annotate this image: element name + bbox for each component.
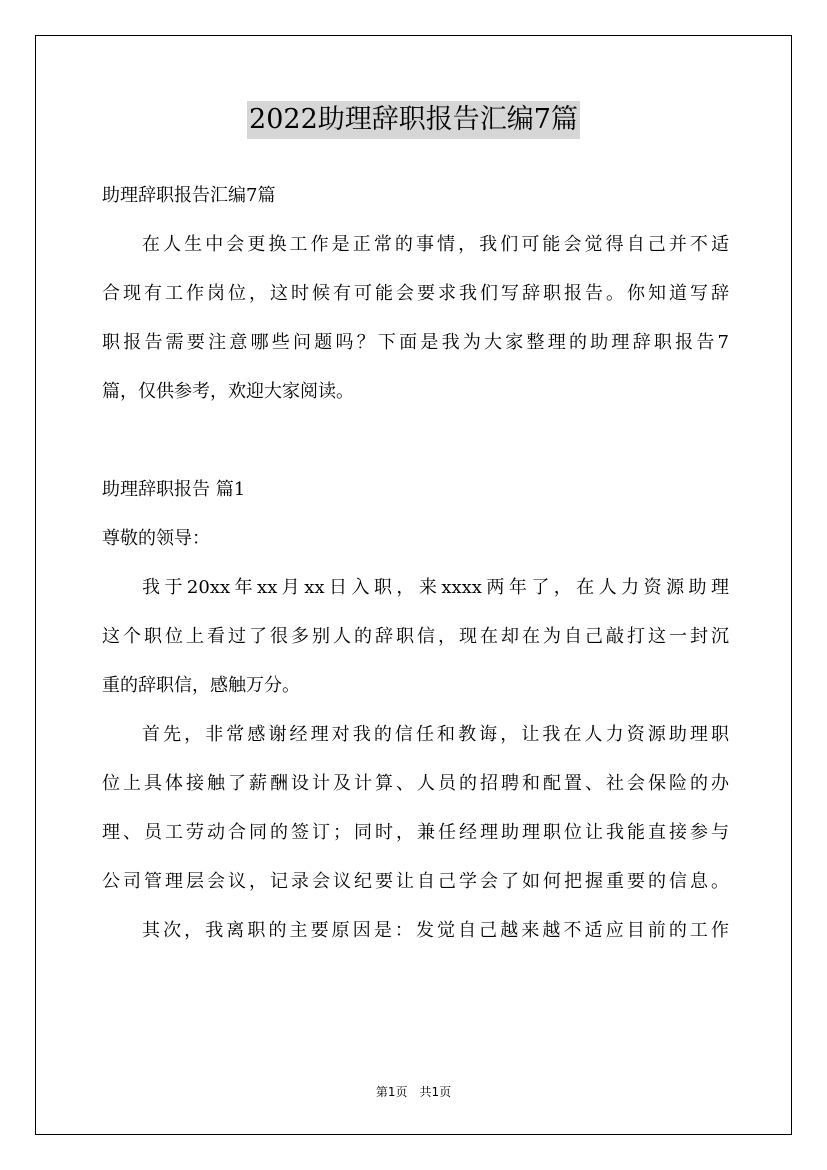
intro-line: 合现有工作岗位，这时候有可能会要求我们写辞职报告。你知道写辞 <box>102 283 729 304</box>
intro-line: 在人生中会更换工作是正常的事情，我们可能会觉得自己并不适 <box>142 234 729 255</box>
intro-line: 篇，仅供参考，欢迎大家阅读。 <box>102 381 354 402</box>
paragraph2-line: 理、员工劳动合同的签订；同时，兼任经理助理职位让我能直接参与 <box>102 822 729 843</box>
paragraph3-line: 其次，我离职的主要原因是：发觉自己越来越不适应目前的工作 <box>142 920 729 941</box>
subtitle: 助理辞职报告汇编7篇 <box>102 185 276 206</box>
section-heading: 助理辞职报告 篇1 <box>102 479 246 500</box>
document-title: 2022助理辞职报告汇编7篇 <box>247 101 580 139</box>
page-footer <box>0 1082 827 1102</box>
page-number: 第1页 共1页 <box>375 1085 452 1099</box>
title-container <box>0 101 827 139</box>
paragraph2-line: 首先，非常感谢经理对我的信任和教诲，让我在人力资源助理职 <box>142 724 729 745</box>
intro-line: 职报告需要注意哪些问题吗？下面是我为大家整理的助理辞职报告7 <box>102 332 729 353</box>
paragraph2-line: 公司管理层会议，记录会议纪要让自己学会了如何把握重要的信息。 <box>102 871 729 892</box>
paragraph1-line: 我于20xx年xx月xx日入职，来xxxx两年了，在人力资源助理 <box>142 577 729 598</box>
paragraph1-line: 这个职位上看过了很多别人的辞职信，现在却在为自己敲打这一封沉 <box>102 626 729 647</box>
paragraph1-line: 重的辞职信，感触万分。 <box>102 675 300 696</box>
paragraph2-line: 位上具体接触了薪酬设计及计算、人员的招聘和配置、社会保险的办 <box>102 773 729 794</box>
document-body <box>102 171 729 955</box>
paragraph-gap <box>102 416 729 465</box>
salutation: 尊敬的领导： <box>102 528 210 549</box>
